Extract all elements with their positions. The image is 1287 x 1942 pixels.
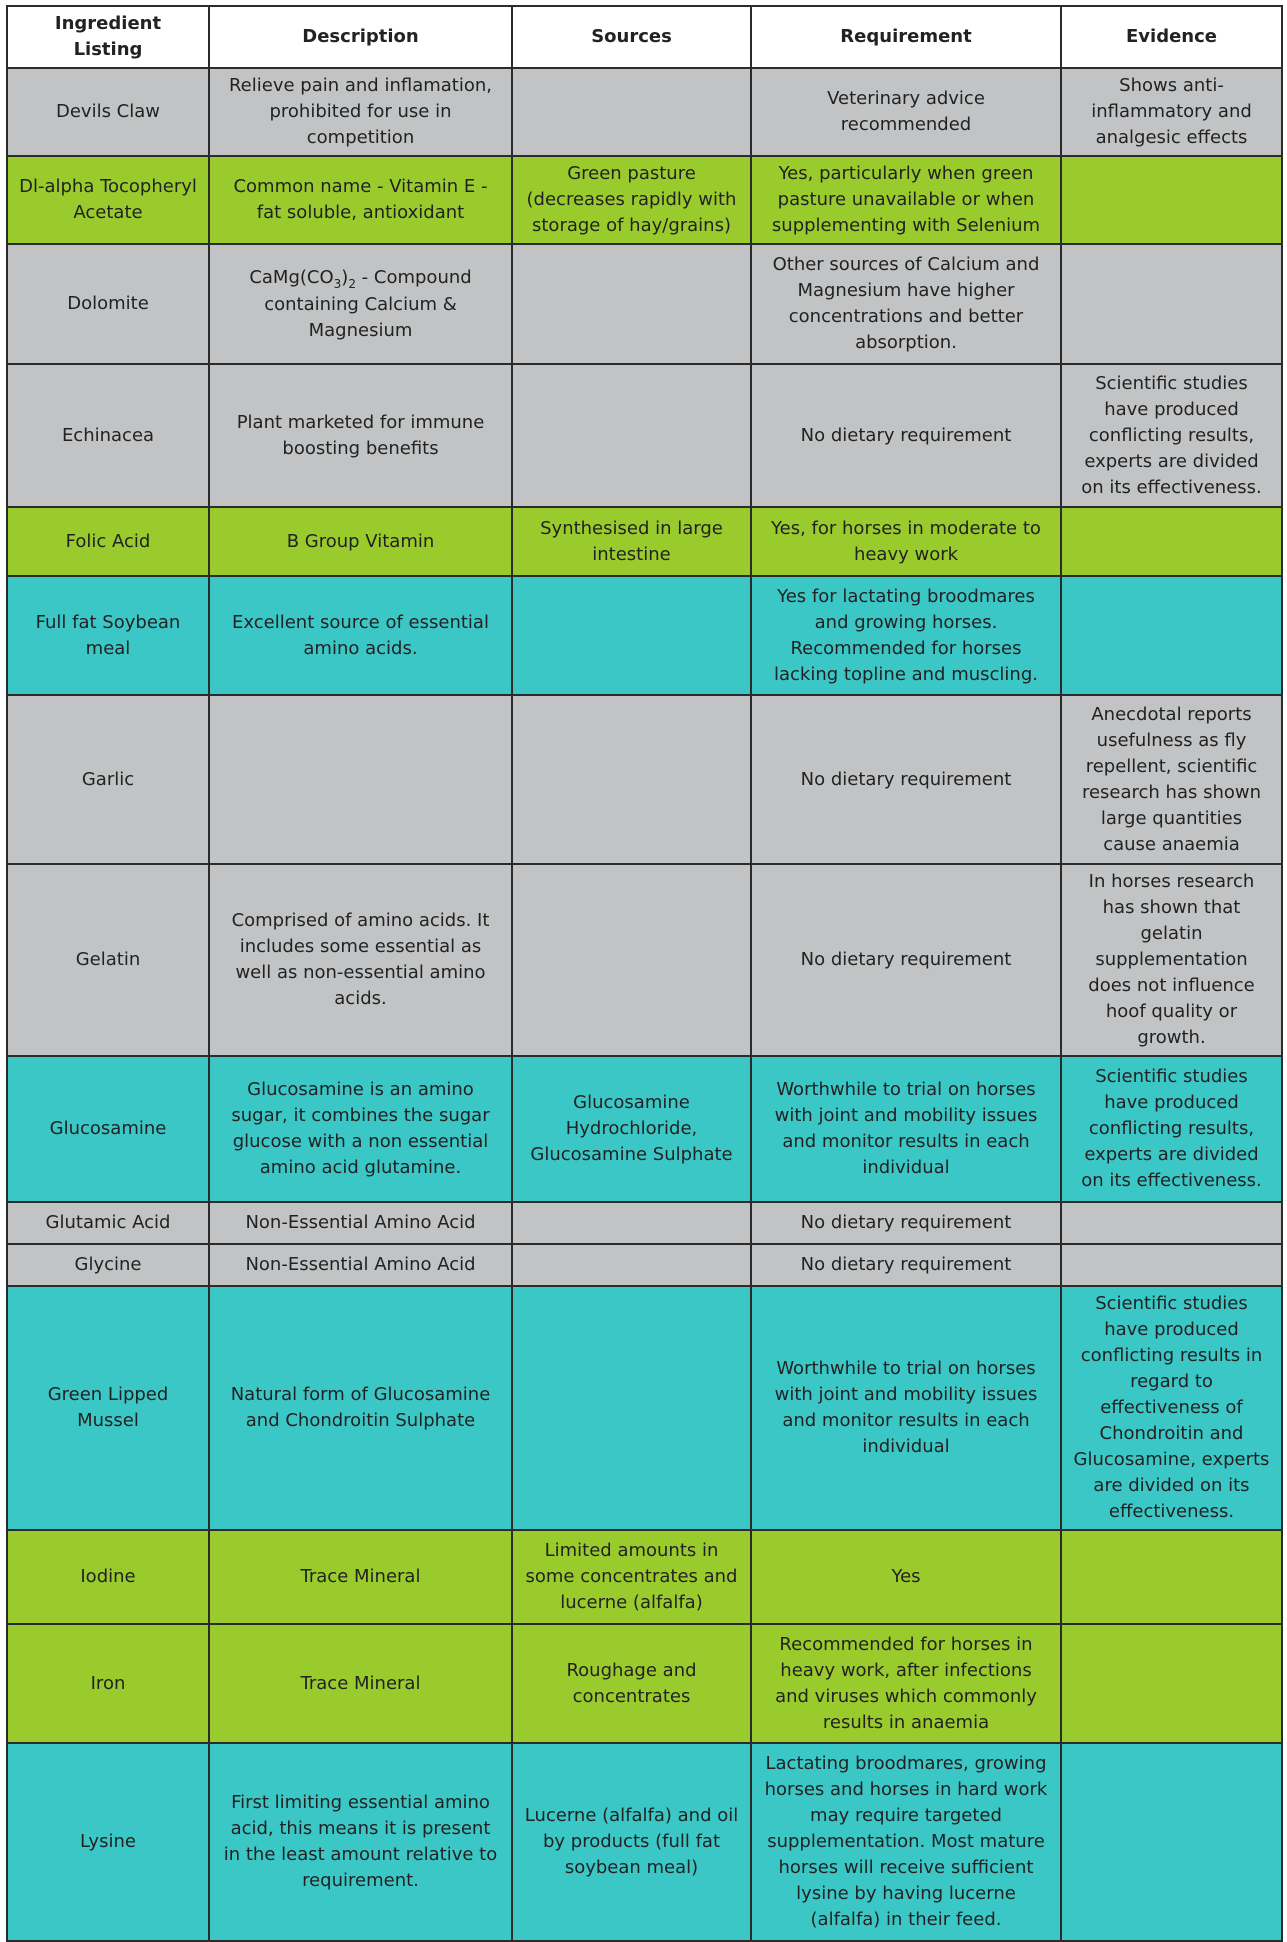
ingredient-cell: Green Lipped Mussel [7, 1286, 209, 1530]
table-row [7, 695, 1282, 864]
ingredient-cell: Echinacea [7, 364, 209, 507]
formula-subscript: 2 [348, 276, 356, 291]
header-evidence: Evidence [1061, 6, 1282, 68]
requirement-cell: Lactating broodmares, growing horses and horses in hard work may require targeted supplementation. Most mature horses will receive sufficient lysine by having lucerne (alfalfa) in their feed. [751, 1743, 1061, 1941]
evidence-cell [1061, 1202, 1282, 1244]
description-cell: Non-Essential Amino Acid [209, 1202, 512, 1244]
requirement-cell: Yes, particularly when green pasture unavailable or when supplementing with Selenium [751, 156, 1061, 244]
description-cell: Trace Mineral [209, 1624, 512, 1743]
description-cell: Trace Mineral [209, 1530, 512, 1624]
sources-cell: Synthesised in large intestine [512, 507, 751, 576]
ingredient-cell: Glycine [7, 1244, 209, 1286]
description-cell: B Group Vitamin [209, 507, 512, 576]
ingredient-cell: Gelatin [7, 864, 209, 1056]
description-cell: Excellent source of essential amino acids. [209, 576, 512, 695]
ingredient-table [6, 5, 1283, 1942]
ingredient-cell: Glutamic Acid [7, 1202, 209, 1244]
ingredient-cell: Lysine [7, 1743, 209, 1941]
ingredient-cell: Garlic [7, 695, 209, 864]
evidence-cell [1061, 1530, 1282, 1624]
table-row [7, 364, 1282, 507]
sources-cell: Lucerne (alfalfa) and oil by products (full fat soybean meal) [512, 1743, 751, 1941]
requirement-cell: Yes [751, 1530, 1061, 1624]
description-cell: Natural form of Glucosamine and Chondroitin Sulphate [209, 1286, 512, 1530]
ingredient-cell: Folic Acid [7, 507, 209, 576]
table-row [7, 1530, 1282, 1624]
formula-part: CaMg(CO [249, 266, 334, 288]
sources-cell: Limited amounts in some concentrates and lucerne (alfalfa) [512, 1530, 751, 1624]
requirement-cell: No dietary requirement [751, 1244, 1061, 1286]
header-row [7, 6, 1282, 68]
table-row [7, 1286, 1282, 1530]
requirement-cell: No dietary requirement [751, 364, 1061, 507]
table-row [7, 576, 1282, 695]
description-cell: Glucosamine is an amino sugar, it combines the sugar glucose with a non essential amino acid glutamine. [209, 1056, 512, 1202]
description-cell: Non-Essential Amino Acid [209, 1244, 512, 1286]
table-row [7, 1743, 1282, 1941]
evidence-cell: Scientific studies have produced conflicting results, experts are divided on its effectiveness. [1061, 1056, 1282, 1202]
evidence-cell: Scientific studies have produced conflicting results in regard to effectiveness of Chondroitin and Glucosamine, experts are divided on its effectiveness. [1061, 1286, 1282, 1530]
requirement-cell: Veterinary advice recommended [751, 68, 1061, 156]
ingredient-cell: Iodine [7, 1530, 209, 1624]
table-row [7, 1244, 1282, 1286]
requirement-cell: Worthwhile to trial on horses with joint and mobility issues and monitor results in each individual [751, 1286, 1061, 1530]
evidence-cell: Shows anti-inflammatory and analgesic effects [1061, 68, 1282, 156]
ingredient-cell: Glucosamine [7, 1056, 209, 1202]
sources-cell [512, 864, 751, 1056]
evidence-cell [1061, 576, 1282, 695]
table-row [7, 68, 1282, 156]
header-requirement: Requirement [751, 6, 1061, 68]
requirement-cell: Yes, for horses in moderate to heavy work [751, 507, 1061, 576]
sources-cell [512, 1244, 751, 1286]
sources-cell: Roughage and concentrates [512, 1624, 751, 1743]
table-row [7, 507, 1282, 576]
evidence-cell [1061, 1624, 1282, 1743]
table-row [7, 244, 1282, 364]
description-cell [209, 695, 512, 864]
header-sources: Sources [512, 6, 751, 68]
sources-cell: Glucosamine Hydrochloride, Glucosamine Sulphate [512, 1056, 751, 1202]
sources-cell [512, 1202, 751, 1244]
header-description: Description [209, 6, 512, 68]
header-ingredient: Ingredient Listing [7, 6, 209, 68]
description-cell: Common name - Vitamin E - fat soluble, antioxidant [209, 156, 512, 244]
table-row [7, 156, 1282, 244]
evidence-cell [1061, 1743, 1282, 1941]
table-row [7, 864, 1282, 1056]
description-cell: First limiting essential amino acid, this means it is present in the least amount relative to requirement. [209, 1743, 512, 1941]
requirement-cell: No dietary requirement [751, 1202, 1061, 1244]
requirement-cell: Yes for lactating broodmares and growing horses. Recommended for horses lacking topline and muscling. [751, 576, 1061, 695]
requirement-cell: Worthwhile to trial on horses with joint and mobility issues and monitor results in each individual [751, 1056, 1061, 1202]
ingredient-cell: Full fat Soybean meal [7, 576, 209, 695]
sources-cell: Green pasture (decreases rapidly with storage of hay/grains) [512, 156, 751, 244]
description-cell: Comprised of amino acids. It includes some essential as well as non-essential amino acids. [209, 864, 512, 1056]
table-row [7, 1624, 1282, 1743]
sources-cell [512, 244, 751, 364]
description-cell: Plant marketed for immune boosting benefits [209, 364, 512, 507]
sources-cell [512, 1286, 751, 1530]
description-cell [209, 244, 512, 364]
table-row [7, 1056, 1282, 1202]
evidence-cell [1061, 1244, 1282, 1286]
ingredient-cell: Iron [7, 1624, 209, 1743]
table-row [7, 1202, 1282, 1244]
sources-cell [512, 68, 751, 156]
ingredient-cell: Dl-alpha Tocopheryl Acetate [7, 156, 209, 244]
ingredient-cell: Dolomite [7, 244, 209, 364]
requirement-cell: Recommended for horses in heavy work, after infections and viruses which commonly results in anaemia [751, 1624, 1061, 1743]
sources-cell [512, 364, 751, 507]
evidence-cell [1061, 507, 1282, 576]
evidence-cell: In horses research has shown that gelatin supplementation does not influence hoof quality or growth. [1061, 864, 1282, 1056]
description-cell: Relieve pain and inflamation, prohibited for use in competition [209, 68, 512, 156]
formula-part: - Compound containing Calcium & Magnesium [264, 266, 472, 341]
evidence-cell [1061, 156, 1282, 244]
requirement-cell: Other sources of Calcium and Magnesium have higher concentrations and better absorption. [751, 244, 1061, 364]
evidence-cell: Scientific studies have produced conflicting results, experts are divided on its effectiveness. [1061, 364, 1282, 507]
formula-part: ) [341, 266, 349, 288]
evidence-cell: Anecdotal reports usefulness as fly repellent, scientific research has shown large quantities cause anaemia [1061, 695, 1282, 864]
sources-cell [512, 695, 751, 864]
requirement-cell: No dietary requirement [751, 864, 1061, 1056]
ingredient-cell: Devils Claw [7, 68, 209, 156]
formula-subscript: 3 [333, 276, 342, 291]
sources-cell [512, 576, 751, 695]
evidence-cell [1061, 244, 1282, 364]
requirement-cell: No dietary requirement [751, 695, 1061, 864]
